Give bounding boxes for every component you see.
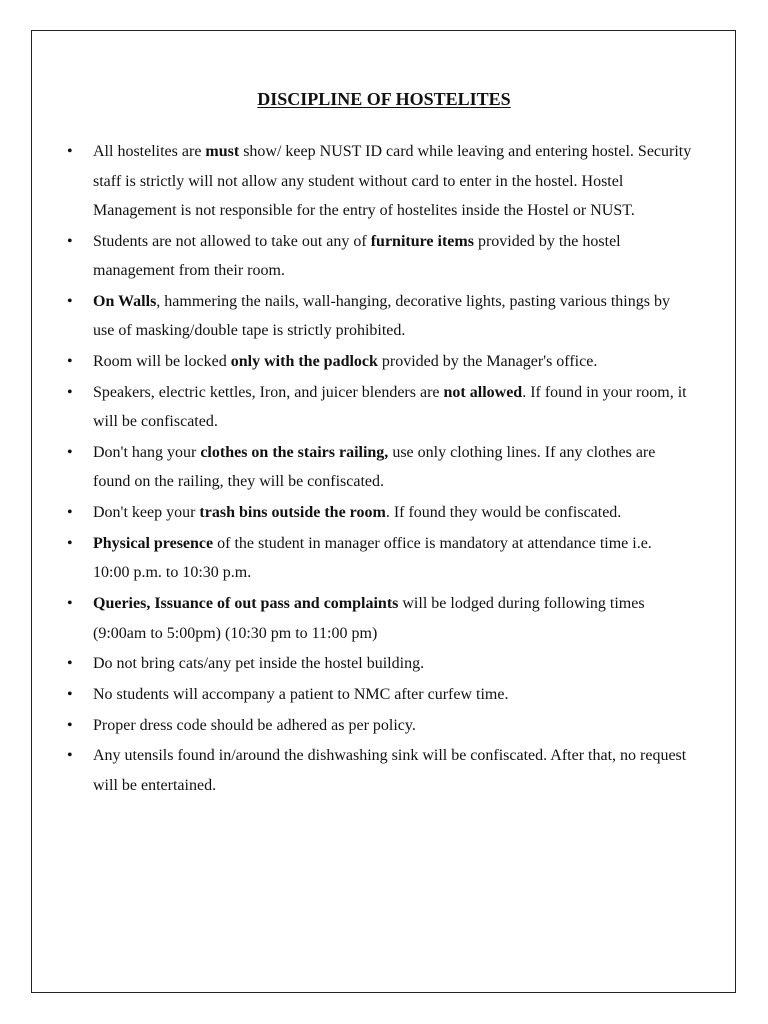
rule-text: Speakers, electric kettles, Iron, and juicer blenders are bbox=[93, 383, 444, 401]
rule-item bbox=[67, 498, 692, 528]
rule-item bbox=[67, 649, 692, 679]
bullet-icon: • bbox=[67, 595, 73, 612]
rule-item bbox=[67, 438, 692, 497]
rule-text: will be lodged during following times (9:00am to 5:00pm) (10:30 pm to 11:00 pm) bbox=[93, 595, 645, 642]
rule-item bbox=[67, 711, 692, 741]
rule-text: Proper dress code should be adhered as per policy. bbox=[93, 716, 416, 734]
rule-emphasis-text: not allowed bbox=[443, 383, 523, 401]
bullet-icon: • bbox=[67, 443, 73, 461]
rule-text: Don't hang your bbox=[93, 443, 201, 461]
rule-item bbox=[67, 741, 692, 800]
bullet-icon: • bbox=[67, 143, 73, 160]
rule-item bbox=[67, 347, 692, 377]
rule-text: Room will be locked bbox=[93, 353, 231, 371]
rule-emphasis-text: must bbox=[205, 143, 240, 160]
rules-list bbox=[67, 137, 692, 801]
rule-item bbox=[67, 529, 692, 588]
rule-text: provided by the Manager's office. bbox=[377, 353, 598, 371]
bullet-icon: • bbox=[67, 747, 73, 765]
rule-text: provided by the hostel management from their room. bbox=[93, 232, 621, 280]
rule-item bbox=[67, 589, 692, 648]
rule-emphasis-text: clothes on the stairs railing, bbox=[200, 443, 389, 461]
rule-text: , hammering the nails, wall-hanging, decorative lights, pasting various things by use of masking/double tape is strictly prohibited. bbox=[93, 292, 670, 340]
rule-emphasis-text: On Walls bbox=[93, 292, 157, 310]
document-title: DISCIPLINE OF HOSTELITES bbox=[257, 89, 511, 109]
rule-item bbox=[67, 227, 692, 286]
bullet-icon: • bbox=[67, 232, 73, 250]
rule-emphasis-text: Queries, Issuance of out pass and complaints bbox=[93, 595, 399, 612]
rule-text: . If found in your room, it will be confiscated. bbox=[93, 383, 687, 431]
rule-text: . If found they would be confiscated. bbox=[385, 504, 622, 522]
rule-text: All hostelites are bbox=[93, 143, 206, 160]
bullet-icon: • bbox=[67, 716, 73, 734]
bullet-icon: • bbox=[67, 383, 73, 401]
rule-text: Do not bring cats/any pet inside the hostel building. bbox=[93, 655, 425, 673]
rule-emphasis-text: furniture items bbox=[370, 232, 474, 250]
rule-item bbox=[67, 378, 692, 437]
rule-text: Any utensils found in/around the dishwashing sink will be confiscated. After that, no request will be entertained. bbox=[93, 747, 687, 794]
rule-text: show/ keep NUST ID card while leaving and entering hostel. Security staff is strictly will not allow any student without card to enter in the hostel. Hostel Management is not responsible for the entry of hostelites inside the Hostel or NUST. bbox=[93, 143, 692, 219]
bullet-icon: • bbox=[67, 655, 73, 673]
rule-item bbox=[67, 680, 692, 710]
bullet-icon: • bbox=[67, 353, 73, 371]
rule-emphasis-text: only with the padlock bbox=[230, 353, 378, 371]
bullet-icon: • bbox=[67, 292, 73, 310]
rule-text: of the student in manager office is mandatory at attendance time i.e. 10:00 p.m. to 10:30 p.m. bbox=[93, 534, 652, 582]
rule-text: No students will accompany a patient to NMC after curfew time. bbox=[93, 685, 509, 703]
bullet-icon: • bbox=[67, 534, 73, 552]
rule-text: Don't keep your bbox=[93, 504, 200, 522]
rule-text: use only clothing lines. If any clothes are found on the railing, they will be confiscated. bbox=[93, 443, 656, 491]
bullet-icon: • bbox=[67, 685, 73, 703]
bullet-icon: • bbox=[67, 504, 73, 522]
rule-item bbox=[67, 287, 692, 346]
rule-emphasis-text: Physical presence bbox=[93, 534, 214, 552]
rule-text: Students are not allowed to take out any of bbox=[93, 232, 371, 250]
rule-emphasis-text: trash bins outside the room bbox=[199, 504, 386, 522]
rule-item bbox=[67, 137, 692, 226]
